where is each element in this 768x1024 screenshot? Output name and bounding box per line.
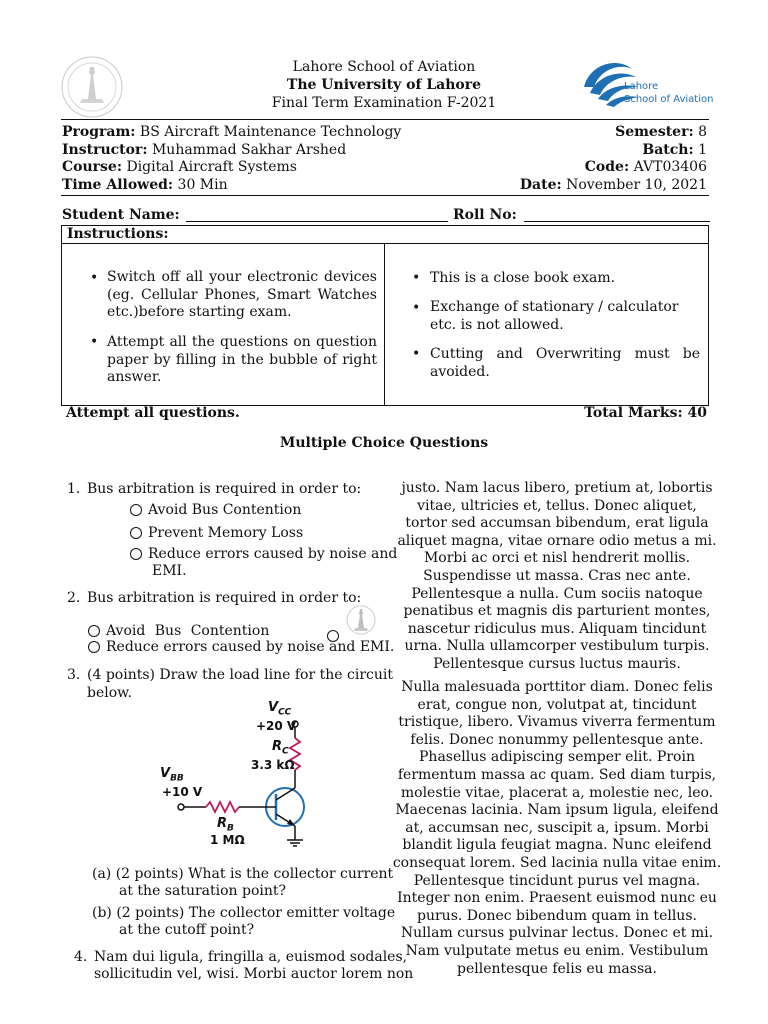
instructions-title: Instructions: (67, 226, 169, 242)
q2-number: 2. (67, 590, 81, 606)
text-line: Integer non enim. Praesent euismod nunc eu (397, 890, 717, 907)
text-line: Pellentesque a nulla. Cum sociis natoque (411, 585, 703, 602)
batch-row: Batch: 1 (642, 142, 707, 158)
text-line: urna. Nulla ullamcorper vestibulum turpis. (404, 638, 710, 655)
text-line: Nam vulputate metus eu enim. Vestibulum (405, 942, 709, 959)
text-line: purus. Donec bibendum quam in tellus. (417, 907, 697, 924)
text-line: Nulla malesuada porttitor diam. Donec felis (401, 679, 713, 695)
header-rule (61, 119, 709, 120)
q1-option-a[interactable]: Avoid Bus Contention (130, 502, 301, 519)
code-row: Code: AVT03406 (584, 159, 707, 175)
text-line: fermentum massa ac quam. Sed diam turpis, (397, 766, 717, 783)
text-line: Phasellus adipiscing semper elit. Proin (419, 749, 695, 766)
text-line: justo. Nam lacus libero, pretium at, lobortis (401, 480, 713, 496)
vbb-value: +10 V (162, 785, 203, 799)
instructions-divider (384, 243, 385, 405)
university-seal-logo (60, 55, 124, 119)
q2-text: Bus arbitration is required in order to: (87, 590, 362, 606)
q3b-line1: (b) (2 points) The collector emitter voltage (92, 905, 396, 921)
q2-option-a[interactable]: Avoid Bus Contention (88, 623, 269, 640)
transistor-circuit-diagram (160, 700, 340, 852)
q4-number: 4. (74, 949, 88, 965)
roll-no-field[interactable] (524, 221, 710, 222)
instructions-title-rule (61, 243, 709, 244)
q3-text-line1: (4 points) Draw the load line for the circuit (87, 667, 393, 683)
rb-value: 1 MΩ (210, 833, 245, 847)
semester-row: Semester: 8 (615, 124, 707, 140)
text-line: aliquet magna, vitae ornare odio metus a mi. (397, 532, 717, 549)
q2-option-c[interactable]: Reduce errors caused by noise and EMI. (88, 639, 394, 656)
bullet-icon: • (412, 300, 421, 316)
vbb-label: $V_{BB}$ (160, 766, 184, 784)
total-marks: Total Marks: 40 (584, 405, 707, 421)
instructor-row: Instructor: Muhammad Sakhar Arshed (62, 142, 347, 158)
q1-number: 1. (67, 481, 81, 497)
text-line: Pellentesque cursus luctus mauris. (433, 655, 681, 672)
text-line: vitae, ultricies et, tellus. Donec aliquet, (417, 497, 697, 514)
student-name-field[interactable] (186, 221, 448, 222)
tower-icon (346, 604, 376, 636)
bullet-icon: • (90, 270, 99, 286)
info-rule (61, 195, 709, 196)
student-name-label: Student Name: (62, 207, 180, 223)
bullet-icon: • (90, 334, 99, 350)
text-line: tortor sed accumsan bibendum, erat ligula (405, 515, 709, 532)
text-line: at, accumsan nec, suscipit a, ipsum. Morbi (405, 819, 709, 836)
q3b-line2: at the cutoff point? (119, 922, 255, 938)
program-row: Program: BS Aircraft Maintenance Technology (62, 124, 402, 140)
q3-number: 3. (67, 667, 81, 683)
text-line: consequat lorem. Sed lacinia nulla vitae enim. (392, 854, 722, 871)
q4-line1: Nam dui ligula, fringilla a, euismod sodales, (94, 949, 408, 965)
section-title: Multiple Choice Questions (279, 435, 489, 451)
text-line: Nullam cursus pulvinar lectus. Donec et mi. (400, 925, 714, 942)
text-line: felis. Donec nonummy pellentesque ante. (410, 731, 704, 748)
text-line: pellentesque felis eu massa. (457, 960, 657, 977)
q1-text: Bus arbitration is required in order to: (87, 481, 362, 497)
rc-value: 3.3 kΩ (251, 758, 295, 772)
instruction-right-3: Cutting and Overwriting must be avoided. (430, 346, 700, 380)
answer-bubble[interactable] (88, 641, 100, 653)
answer-bubble[interactable] (130, 504, 142, 516)
text-line: Suspendisse ut massa. Cras nec ante. (423, 567, 691, 584)
logo-text-school: School of Aviation (624, 94, 714, 105)
q3a-line1: (a) (2 points) What is the collector current (92, 866, 394, 882)
bullet-icon: • (412, 270, 421, 286)
vcc-label: $V_{CC}$ (268, 700, 292, 718)
university-name: The University of Lahore (286, 77, 482, 93)
instruction-right-1: This is a close book exam. (430, 270, 616, 286)
text-line: molestie vitae, placerat a, molestie nec, leo. (400, 784, 714, 801)
answer-bubble[interactable] (130, 527, 142, 539)
text-line: Maecenas lacinia. Nam ipsum ligula, eleifend (395, 802, 719, 819)
exam-title: Final Term Examination F-2021 (271, 95, 497, 111)
time-row: Time Allowed: 30 Min (62, 177, 228, 193)
rc-label: $R_C$ (272, 739, 289, 757)
vcc-value: +20 V (256, 719, 297, 733)
q3a-line2: at the saturation point? (119, 883, 287, 899)
text-line: nascetur ridiculus mus. Aliquam tincidunt (407, 620, 707, 637)
date-row: Date: November 10, 2021 (519, 177, 707, 193)
text-line: blandit ligula feugiat magna. Nunc eleifend (402, 837, 712, 854)
text-line: erat, congue non, volutpat at, tincidunt (417, 696, 697, 713)
instruction-right-2: Exchange of stationary / calculator etc. is not allowed. (430, 299, 679, 333)
answer-bubble[interactable] (130, 548, 142, 560)
q1-option-c[interactable]: Reduce errors caused by noise and (130, 546, 397, 563)
school-name: Lahore School of Aviation (292, 59, 476, 75)
text-line: tristique, libero. Vivamus viverra fermentum (398, 714, 716, 731)
attempt-all-label: Attempt all questions. (66, 405, 240, 421)
q1-option-c-cont: EMI. (152, 563, 187, 579)
right-column-paragraph-2 (392, 679, 722, 978)
logo-text-lahore: Lahore (624, 81, 659, 92)
text-line: penatibus et magnis dis parturient montes, (403, 603, 711, 620)
q1-option-b[interactable]: Prevent Memory Loss (130, 525, 303, 542)
school-of-aviation-logo (580, 57, 714, 113)
text-line: Morbi ac orci et nisl hendrerit mollis. (423, 550, 691, 567)
instruction-left-2: Attempt all the questions on question paper by filling in the bubble of right answer. (107, 334, 377, 386)
right-column-paragraph-1 (392, 480, 722, 674)
rb-label: $R_B$ (217, 816, 234, 834)
answer-bubble[interactable] (88, 625, 100, 637)
course-row: Course: Digital Aircraft Systems (62, 159, 297, 175)
roll-no-label: Roll No: (453, 207, 517, 223)
q4-line2: sollicitudin vel, wisi. Morbi auctor lorem non (94, 966, 414, 982)
text-line: Pellentesque tincidunt purus vel magna. (413, 872, 701, 889)
vbb-terminal (178, 804, 184, 810)
rb-resistor (206, 802, 239, 812)
instruction-left-1: Switch off all your electronic devices (eg. Cellular Phones, Smart Watches etc.)before starting exam. (107, 269, 377, 321)
q3-text-line2: below. (87, 685, 132, 701)
bullet-icon: • (412, 346, 421, 362)
